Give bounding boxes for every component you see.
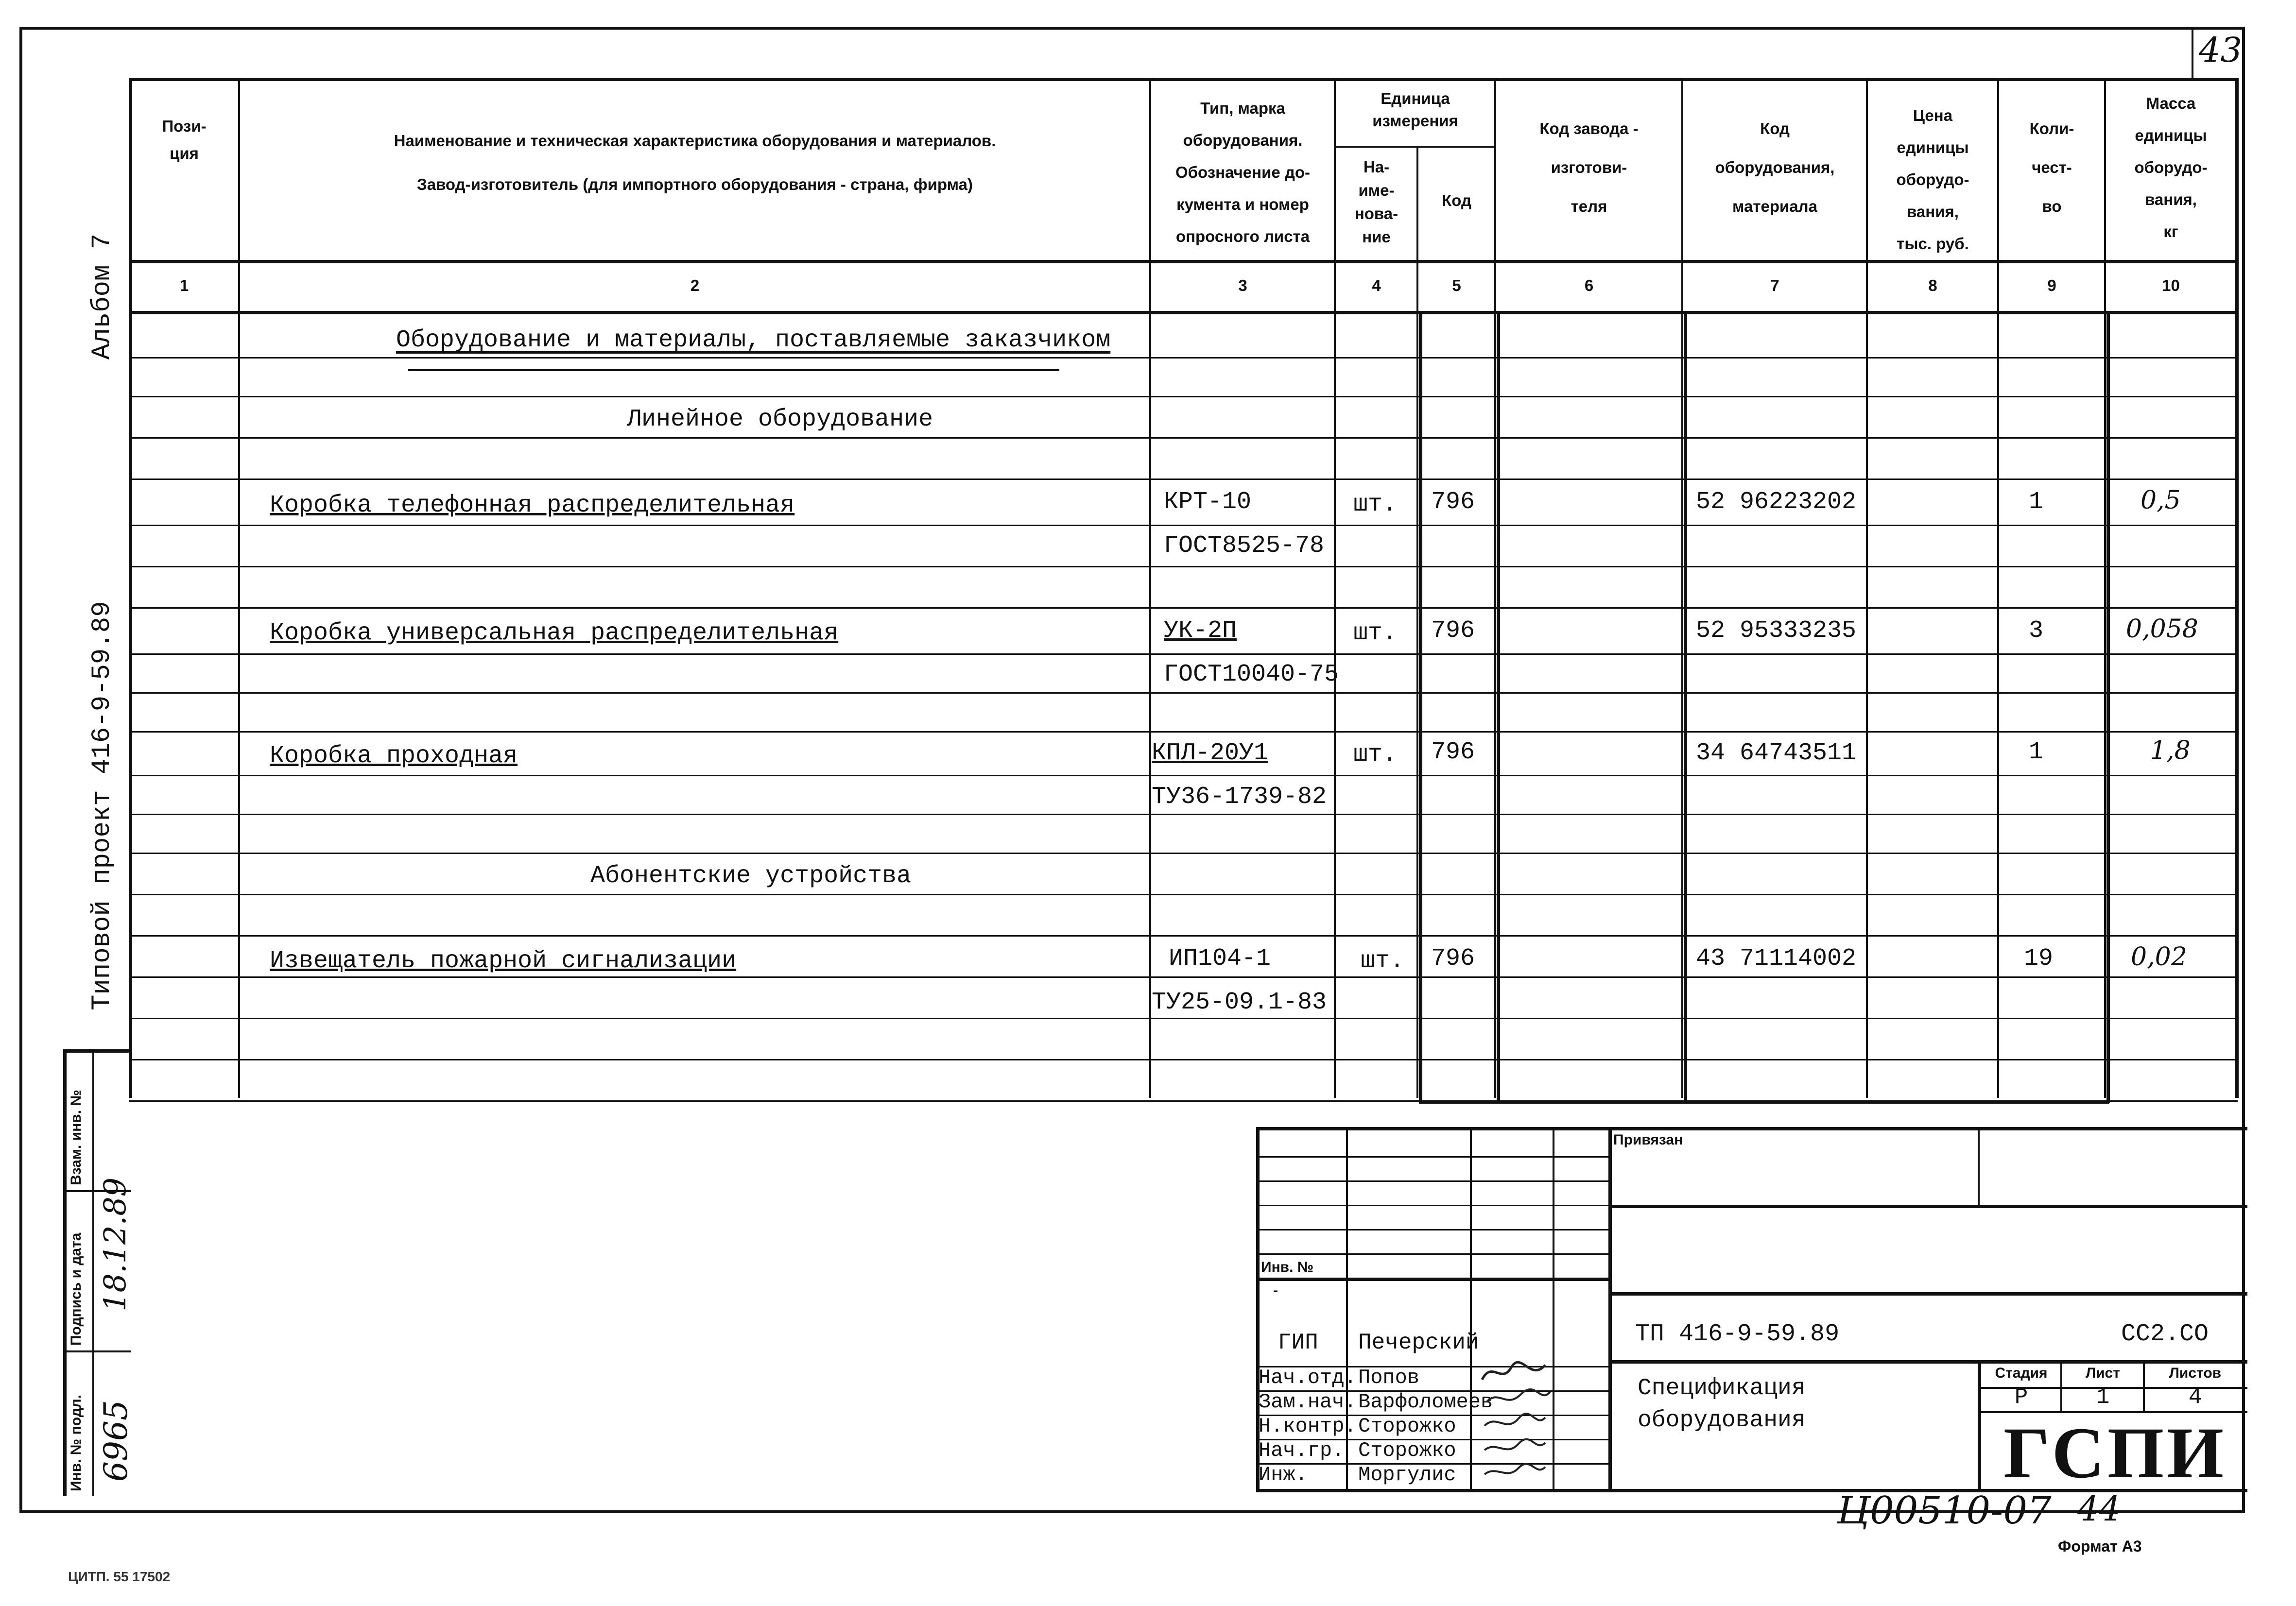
tb-col-4 [1608, 1127, 1612, 1489]
item-unit-code: 796 [1431, 488, 1475, 516]
document-title: Спецификация оборудования [1638, 1375, 1806, 1434]
item-type: КПЛ-20У1 [1152, 739, 1269, 767]
colnum-6: 6 [1584, 276, 1594, 294]
colnum-1: 1 [179, 276, 189, 294]
item-equipment-code: 43 71114002 [1696, 945, 1857, 973]
signature-mark [1482, 1362, 1545, 1380]
stamp-top [63, 1049, 131, 1053]
col-div-8 [1997, 78, 1999, 1098]
col-div-5 [1494, 78, 1496, 1098]
item-mass: 0,058 [2126, 615, 2198, 644]
signature-mark [1485, 1464, 1545, 1474]
row-line [129, 607, 2238, 609]
item-type: УК-2П [1164, 617, 1237, 645]
col-div-1 [238, 78, 240, 1098]
item-unit: шт. [1353, 741, 1398, 769]
item-quantity: 3 [2029, 617, 2044, 645]
signature-scribbles [1477, 1355, 1555, 1486]
row-line [129, 478, 2238, 480]
tb-attached-bottom [1608, 1205, 2247, 1208]
block-mid [1684, 311, 1687, 1103]
sign-role-4: Н.контр. [1259, 1415, 1357, 1438]
item-doc: ГОСТ10040-75 [1164, 661, 1339, 688]
tb-row [1256, 1229, 1608, 1230]
row-line [129, 1059, 2238, 1060]
stamp-sep-2 [63, 1350, 131, 1352]
sign-name-6: Моргулис [1358, 1463, 1456, 1486]
header-unit-name: На- име- нова- ние [1354, 158, 1398, 246]
sign-role-6: Инж. [1259, 1463, 1308, 1486]
colnum-bottom [129, 311, 2238, 314]
header-unit-code: Код [1442, 191, 1471, 209]
item-quantity: 1 [2029, 488, 2044, 516]
header-bottom [129, 260, 2238, 263]
item-mass: 1,8 [2150, 736, 2191, 765]
item-name: Коробка универсальная распределительная [270, 619, 839, 647]
item-type: ИП104-1 [1169, 945, 1271, 973]
sheets-value: 4 [2188, 1384, 2202, 1410]
stamp-inv-number: 6965 [97, 1400, 135, 1482]
item-doc: ГОСТ8525-78 [1164, 532, 1325, 560]
stage-value: Р [2014, 1384, 2028, 1410]
block-left [1419, 311, 1422, 1103]
header-name: Наименование и техническая характеристика оборудования и материалов. Завод-изготовитель (для импортного оборудования - страна, фирма) [394, 132, 996, 193]
col-div-7 [1866, 78, 1868, 1098]
signature-mark [1485, 1414, 1545, 1426]
item-unit: шт. [1361, 947, 1405, 975]
row-line [129, 437, 2238, 439]
item-equipment-code: 52 95333235 [1696, 617, 1857, 645]
row-line [129, 976, 2238, 978]
header-equipment-code: Код оборудования, материала [1715, 120, 1835, 215]
header-position: Пози- ция [162, 117, 207, 162]
sign-role-2: Нач.отд. [1259, 1366, 1357, 1389]
colnum-3: 3 [1238, 276, 1247, 294]
row-line [129, 1100, 2238, 1102]
colnum-10: 10 [2162, 276, 2180, 294]
row-line [129, 853, 2238, 854]
album-label: Альбом 7 [87, 233, 117, 359]
row-line [129, 357, 2238, 359]
block-left-2 [1497, 311, 1500, 1103]
row-line [129, 692, 2238, 694]
tb-top [1256, 1127, 2247, 1130]
tb-stage-left [1978, 1360, 1981, 1489]
table-top [129, 78, 2238, 81]
sign-name-3: Варфоломеев [1358, 1390, 1493, 1414]
project-label: Типовой проект 416-9-59.89 [87, 601, 117, 1010]
row-line [129, 935, 2238, 937]
row-line [129, 396, 2238, 397]
colnum-7: 7 [1770, 276, 1779, 294]
subsection-linear: Линейное оборудование [627, 406, 933, 433]
row-line [129, 525, 2238, 526]
col-div-9 [2104, 78, 2106, 1098]
item-unit-code: 796 [1431, 738, 1475, 766]
row-line [129, 814, 2238, 815]
row-line [129, 731, 2238, 733]
tb-row [1256, 1253, 1608, 1255]
inv-label: Инв. № [1261, 1259, 1314, 1275]
sign-role-3: Зам.нач. [1259, 1390, 1357, 1414]
sign-role-5: Нач.гр. [1259, 1439, 1345, 1462]
tb-row [1256, 1205, 1608, 1206]
colnum-4: 4 [1372, 276, 1381, 294]
sign-name-5: Сторожко [1358, 1439, 1456, 1462]
colnum-2: 2 [690, 276, 700, 294]
item-equipment-code: 52 96223202 [1696, 488, 1857, 516]
colnum-9: 9 [2047, 276, 2056, 294]
colnum-8: 8 [1928, 276, 1937, 294]
col-div-3 [1334, 78, 1336, 1098]
tb-attached-divider [1978, 1127, 1980, 1205]
stamp-header-replaced: Взам. инв. № [68, 1090, 84, 1185]
handwritten-number: 44 [2077, 1489, 2121, 1529]
item-type: КРТ-10 [1164, 488, 1252, 516]
row-line [129, 775, 2238, 776]
row-line [129, 566, 2238, 567]
item-unit-code: 796 [1431, 617, 1475, 645]
item-quantity: 19 [2024, 945, 2054, 973]
sign-name-4: Сторожко [1358, 1415, 1456, 1438]
row-line [129, 1018, 2238, 1019]
stamp-mid [92, 1049, 94, 1496]
stamp-header-inv: Инв. № подл. [68, 1394, 84, 1491]
section-title: Оборудование и материалы, поставляемые заказчиком [396, 326, 1111, 354]
tb-designation-top [1608, 1292, 2247, 1296]
item-name: Коробка проходная [270, 742, 518, 770]
item-name: Извещатель пожарной сигнализации [270, 947, 737, 975]
sign-name-2: Попов [1358, 1366, 1420, 1389]
stamp-date: 18.12.89 [97, 1177, 133, 1312]
sheet-code: СС2.СО [2121, 1320, 2209, 1348]
row-line [129, 653, 2238, 655]
sheets-header: Листов [2169, 1365, 2222, 1381]
handwritten-code: Ц00510-07 [1837, 1489, 2052, 1533]
designation: ТП 416-9-59.89 [1635, 1320, 1840, 1348]
header-mass: Масса единицы оборудо- вания, кг [2134, 94, 2208, 240]
attached-label: Привязан [1613, 1132, 1683, 1148]
colnum-5: 5 [1452, 276, 1461, 294]
signature-mark [1487, 1389, 1550, 1401]
sheet-header: Лист [2086, 1365, 2120, 1381]
tb-row [1256, 1278, 1608, 1281]
sign-name-1: Печерский [1358, 1330, 1479, 1355]
sheet-value: 1 [2096, 1384, 2110, 1410]
stamp-header-signature: Подпись и дата [68, 1232, 84, 1346]
item-quantity: 1 [2029, 738, 2044, 766]
item-equipment-code: 34 64743511 [1696, 739, 1857, 767]
tb-designation-bottom [1608, 1360, 2247, 1364]
tb-row [1256, 1156, 1608, 1158]
print-mark: ЦИТП. 55 17502 [68, 1569, 171, 1584]
stamp-left [63, 1049, 67, 1496]
row-line [129, 894, 2238, 895]
header-price: Цена единицы оборудо- вания, тыс. руб. [1896, 106, 1969, 253]
col-div-6 [1681, 78, 1683, 1098]
item-mass: 0,02 [2131, 942, 2187, 972]
item-unit: шт. [1353, 491, 1398, 518]
signature-mark [1485, 1439, 1545, 1450]
item-unit-code: 796 [1431, 945, 1475, 973]
organization: ГСПИ [2003, 1413, 2227, 1493]
stage-header: Стадия [1995, 1365, 2048, 1381]
inv-mark: - [1273, 1282, 1278, 1298]
header-factory-code: Код завода - изготови- теля [1539, 120, 1639, 215]
tb-stage-div-1 [2060, 1360, 2062, 1411]
page-number: 43 [2199, 30, 2243, 70]
unit-subheader-line [1334, 146, 1494, 148]
section-title-underline [408, 369, 1059, 371]
table-left [129, 78, 132, 1098]
item-unit: шт. [1353, 619, 1398, 647]
header-unit: Единица измерения [1372, 89, 1458, 130]
header-quantity: Коли- чест- во [2029, 120, 2074, 215]
table-right [2235, 78, 2239, 1098]
tb-stage-div-2 [2143, 1360, 2145, 1411]
col-div-4 [1416, 146, 1418, 1098]
subsection-subscriber: Абонентские устройства [590, 862, 912, 890]
item-mass: 0,5 [2141, 486, 2181, 515]
paper-format: Формат А3 [2058, 1538, 2142, 1555]
col-div-2 [1149, 78, 1151, 1098]
header-type: Тип, марка оборудования. Обозначение до- кумента и номер опросного листа [1175, 99, 1310, 245]
item-name: Коробка телефонная распределительная [270, 492, 795, 519]
item-doc: ТУ36-1739-82 [1152, 783, 1327, 811]
block-right [2106, 311, 2110, 1103]
item-doc: ТУ25-09.1-83 [1152, 989, 1327, 1016]
tb-row [1256, 1180, 1608, 1182]
sign-role-1: ГИП [1278, 1330, 1318, 1355]
